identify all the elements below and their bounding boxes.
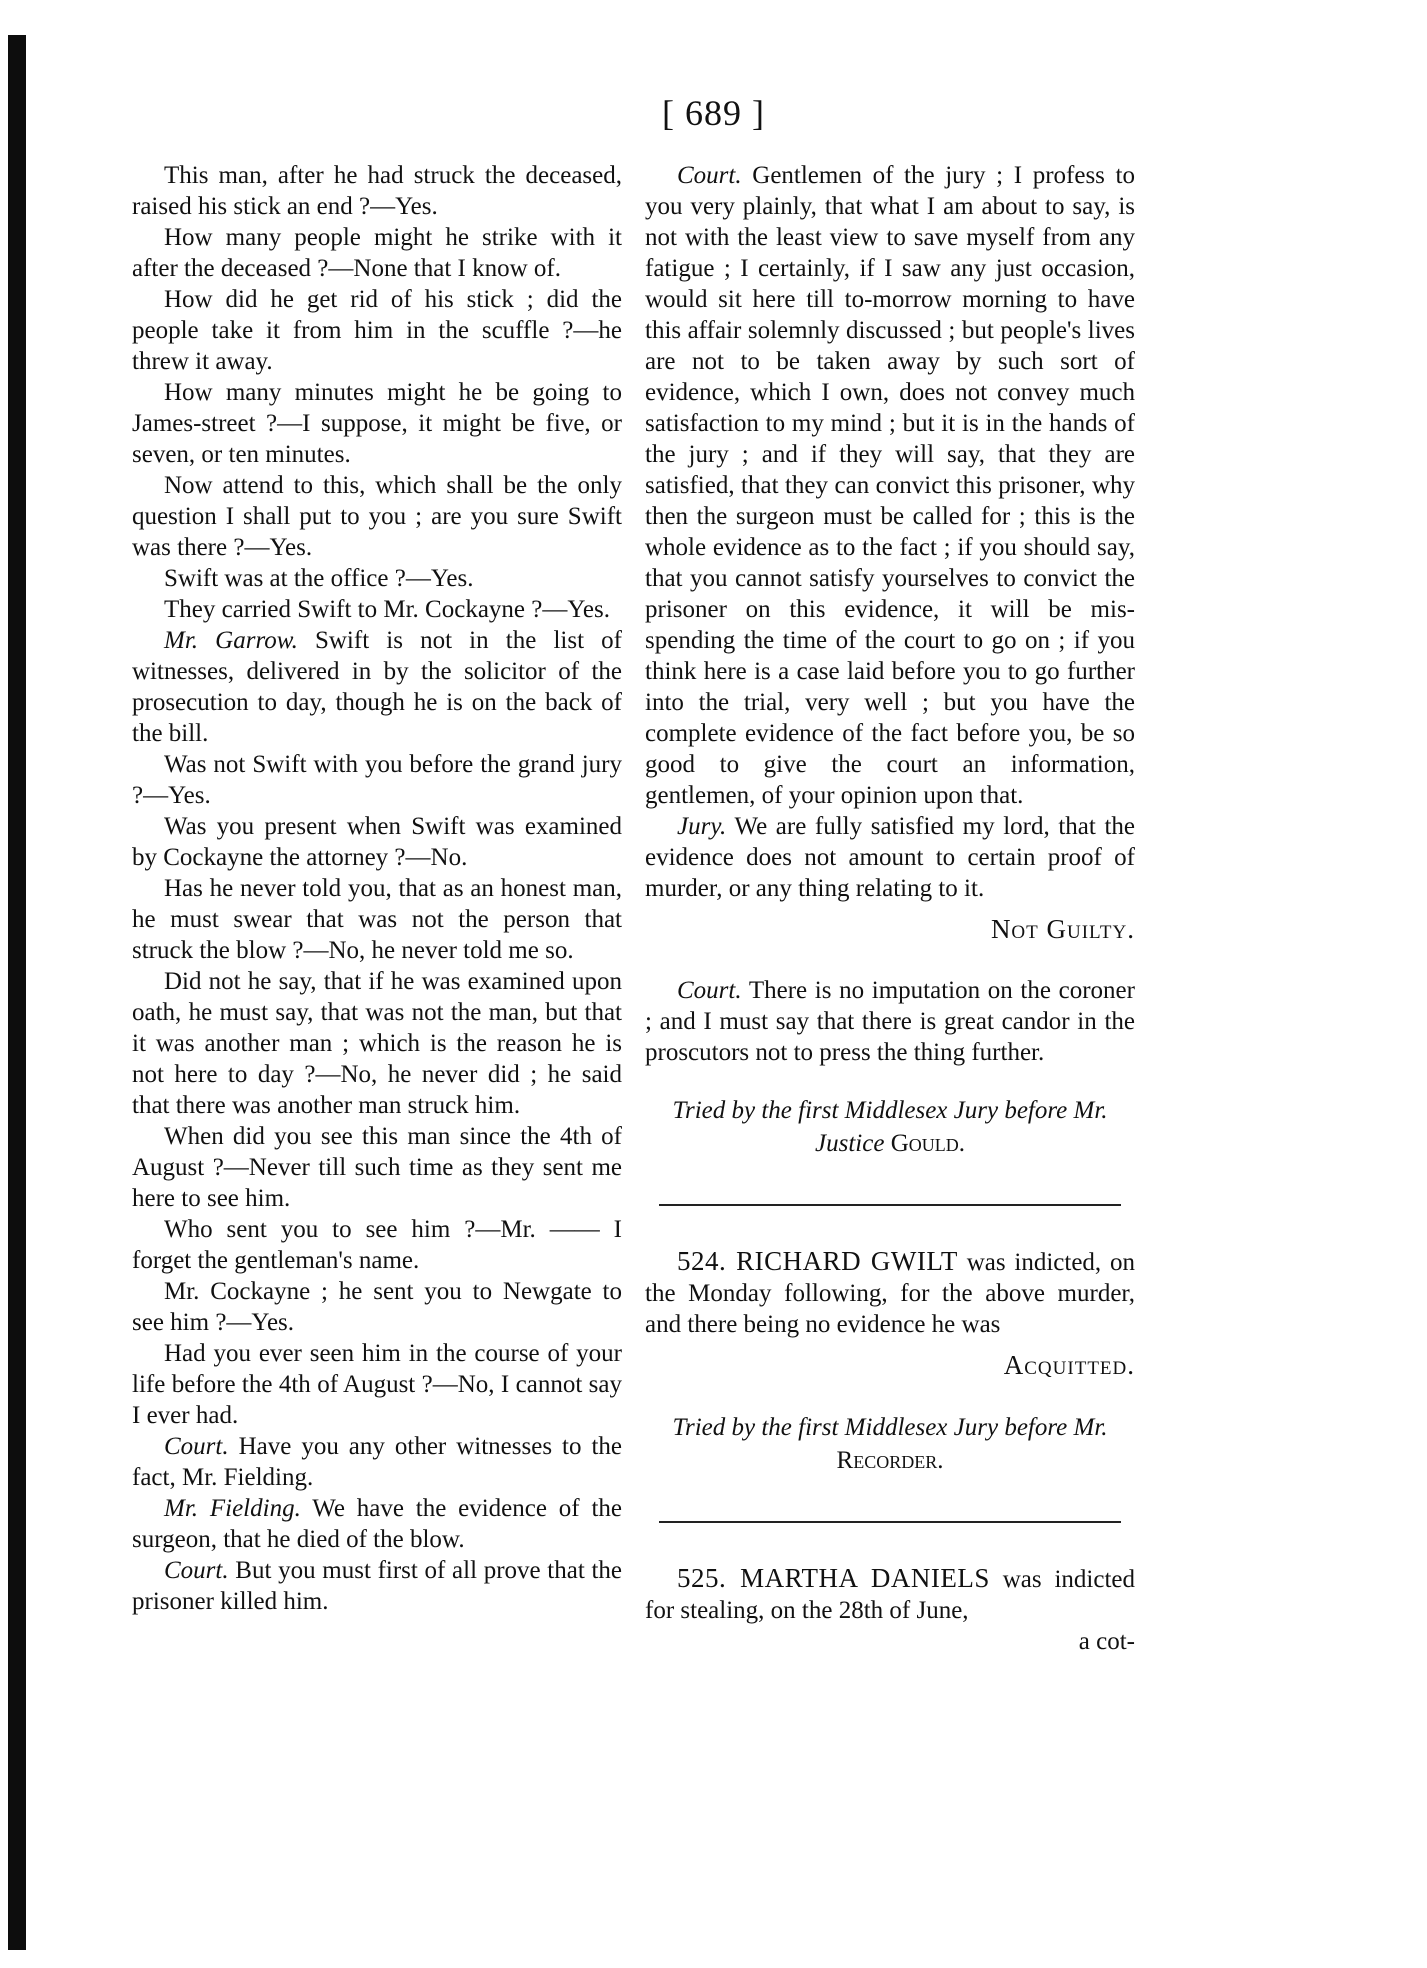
paragraph	[132, 873, 622, 966]
tried-by-note	[645, 1411, 1135, 1477]
speaker: Court.	[677, 162, 742, 189]
verdict: Not Guilty.	[990, 914, 1135, 944]
page-number: [ 689 ]	[662, 93, 765, 133]
paragraph-text: Gentlemen of the jury ; I profess to you very plainly, that what I am about to say, is not with the least view to save myself from any fatigue ; I certainly, if I saw any just occasion, would sit here till to-morrow morning to have this affair solemnly discussed ; but people's lives are not to be taken away by such sort of evidence, which I own, does not convey much satisfaction to my mind ; but it is in the hands of the jury ; and if they will say, that they are satisfied, that they can convict this prisoner, why then the surgeon must be called for ; this is the whole evidence as to the fact ; if you should say, that you cannot satisfy yourselves to convict the prisoner on this evidence, it will be mis-spending the time of the court to go on ; if you think here is a case laid before you to go further into the trial, very well ; but you have the complete evidence of the fact before you, be so good to give the court an information, gentlemen, of your opinion upon that.	[645, 162, 1136, 809]
paragraph	[132, 284, 622, 377]
paragraph	[132, 160, 622, 222]
section-divider	[659, 1204, 1121, 1206]
case-text: was indicted, on the Monday following, for the above murder, and there being no evidence he was	[645, 1249, 1135, 1338]
paragraph	[132, 966, 622, 1121]
catchword: a cot-	[1078, 1628, 1135, 1655]
paragraph	[132, 749, 622, 811]
paragraph-text: They carried Swift to Mr. Cockayne ?—Yes.	[164, 596, 610, 623]
page-edge-shadow	[8, 35, 26, 1950]
judge-name: Gould.	[890, 1130, 965, 1157]
paragraph	[132, 470, 622, 563]
paragraph-text: Swift is not in the list of witnesses, delivered in by the solicitor of the prosecution to day, though he is on the back of the bill.	[132, 627, 622, 747]
case-title: 525. MARTHA DANIELS	[677, 1563, 990, 1593]
paragraph-text: Was you present when Swift was examined by Cockayne the attorney ?—No.	[132, 813, 622, 871]
paragraph-text: When did you see this man since the 4th of August ?—Never till such time as they sent me here to see him.	[132, 1123, 622, 1212]
paragraph	[132, 1214, 622, 1276]
paragraph-text: We have the evidence of the surgeon, that he died of the blow.	[132, 1495, 622, 1553]
left-column	[132, 160, 622, 1617]
paragraph-text: Now attend to this, which shall be the only question I shall put to you ; are you sure Swift was there ?—Yes.	[132, 472, 622, 561]
paragraph-text: Had you ever seen him in the course of your life before the 4th of August ?—No, I cannot say I ever had.	[132, 1340, 622, 1429]
tried-by-note	[645, 1094, 1135, 1160]
case-entry	[645, 1246, 1135, 1340]
speaker: Court.	[164, 1433, 229, 1460]
paragraph-text: But you must first of all prove that the prisoner killed him.	[132, 1557, 623, 1615]
court-address	[645, 160, 1135, 811]
paragraph-text: How many people might he strike with it after the deceased ?—None that I know of.	[132, 224, 622, 282]
paragraph	[132, 1338, 622, 1431]
paragraph-text: Swift was at the office ?—Yes.	[164, 565, 474, 592]
tried-text: Tried by the first Middlesex Jury before Mr.	[672, 1414, 1108, 1441]
speaker: Court.	[164, 1557, 229, 1584]
judge-name: Recorder.	[836, 1447, 944, 1474]
paragraph	[132, 563, 622, 594]
paragraph	[132, 1431, 622, 1493]
paragraph-text: There is no imputation on the coroner ; and I must say that there is great candor in the proscutors not to press the thing further.	[645, 977, 1135, 1066]
paragraph	[132, 625, 622, 749]
paragraph	[132, 1555, 622, 1617]
paragraph-text: Was not Swift with you before the grand jury ?—Yes.	[132, 751, 622, 809]
paragraph	[132, 1121, 622, 1214]
paragraph-text: Has he never told you, that as an honest man, he must swear that was not the person that struck the blow ?—No, he never told me so.	[132, 875, 622, 964]
paragraph	[132, 377, 622, 470]
paragraph-text: Mr. Cockayne ; he sent you to Newgate to see him ?—Yes.	[132, 1278, 622, 1336]
paragraph	[132, 811, 622, 873]
speaker: Mr. Fielding.	[164, 1495, 301, 1522]
section-divider	[659, 1521, 1121, 1523]
paragraph	[132, 594, 622, 625]
case-entry	[645, 1563, 1135, 1626]
paragraph-text: Have you any other witnesses to the fact, Mr. Fielding.	[132, 1433, 622, 1491]
tried-text: Tried by the first Middlesex Jury before Mr. Justice	[672, 1097, 1108, 1157]
paragraph-text: Who sent you to see him ?—Mr. —— I forget the gentleman's name.	[132, 1216, 622, 1274]
paragraph-text: Did not he say, that if he was examined upon oath, he must say, that was not the man, but that it was another man ; which is the reason he is not here to day ?—No, he never did ; he said that there was another man struck him.	[132, 968, 622, 1119]
speaker: Jury.	[677, 813, 727, 840]
paragraph-text: How did he get rid of his stick ; did the people take it from him in the scuffle ?—he threw it away.	[132, 286, 622, 375]
speaker: Mr. Garrow.	[164, 627, 298, 654]
speaker: Court.	[677, 977, 742, 1004]
paragraph	[132, 222, 622, 284]
jury-response	[645, 811, 1135, 904]
paragraph	[132, 1493, 622, 1555]
paragraph-text: We are fully satisfied my lord, that the evidence does not amount to certain proof of murder, or any thing relating to it.	[645, 813, 1135, 902]
verdict: Acquitted.	[1003, 1350, 1135, 1380]
court-remark	[645, 975, 1135, 1068]
paragraph	[132, 1276, 622, 1338]
paragraph-text: This man, after he had struck the deceased, raised his stick an end ?—Yes.	[132, 162, 622, 220]
right-column	[645, 160, 1135, 1657]
paragraph-text: How many minutes might he be going to James-street ?—I suppose, it might be five, or seven, or ten minutes.	[132, 379, 622, 468]
case-title: 524. RICHARD GWILT	[677, 1246, 958, 1276]
case-text: was indicted for stealing, on the 28th of June,	[645, 1566, 1135, 1624]
